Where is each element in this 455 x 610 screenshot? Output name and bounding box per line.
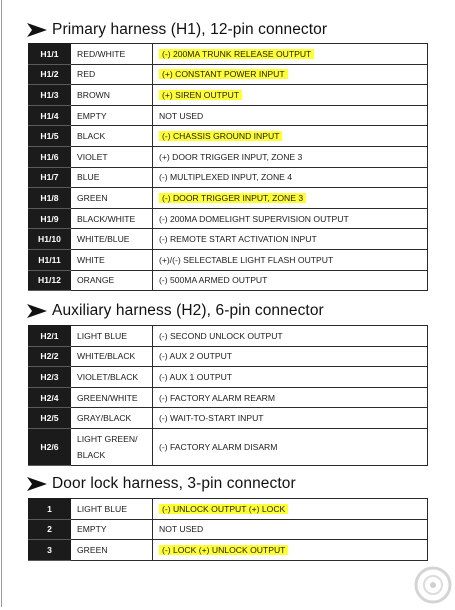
function-cell [153, 326, 428, 347]
wire-color-cell: EMPTY [71, 105, 153, 126]
table-row [29, 408, 428, 429]
function-cell [153, 408, 428, 429]
page-edge-line [1, 0, 2, 607]
function-text: (-) DOOR TRIGGER INPUT, ZONE 3 [159, 193, 306, 203]
function-cell [153, 146, 428, 167]
function-cell [153, 428, 428, 465]
table-row [29, 229, 428, 250]
section-title-primary-harness [27, 21, 327, 39]
pin-cell: H1/5 [29, 126, 71, 147]
wire-color-cell: WHITE/BLUE [71, 229, 153, 250]
arrowhead-icon [27, 23, 47, 37]
table-row [29, 367, 428, 388]
wire-color-cell: VIOLET [71, 146, 153, 167]
pin-cell: H2/6 [29, 428, 71, 465]
table-row [29, 105, 428, 126]
function-cell [153, 499, 428, 520]
pin-cell: H1/3 [29, 85, 71, 106]
function-text: (-) UNLOCK OUTPUT (+) LOCK [159, 504, 288, 514]
wire-color-cell: GREEN/WHITE [71, 387, 153, 408]
pin-cell: 3 [29, 540, 71, 561]
function-cell [153, 540, 428, 561]
function-cell [153, 85, 428, 106]
wire-color-cell: GREEN [71, 188, 153, 209]
pin-cell: 2 [29, 519, 71, 540]
pin-cell: H2/5 [29, 408, 71, 429]
table-row [29, 64, 428, 85]
arrowhead-icon [27, 304, 47, 318]
table-row [29, 188, 428, 209]
table-row [29, 540, 428, 561]
wire-color-cell: WHITE/BLACK [71, 346, 153, 367]
table-row [29, 326, 428, 347]
function-text: (-) FACTORY ALARM DISARM [159, 441, 278, 452]
pin-cell: H2/3 [29, 367, 71, 388]
pin-cell: H1/7 [29, 167, 71, 188]
function-cell [153, 44, 428, 65]
function-text: (+) DOOR TRIGGER INPUT, ZONE 3 [159, 151, 303, 162]
function-cell [153, 105, 428, 126]
function-cell [153, 126, 428, 147]
wire-color-cell: RED [71, 64, 153, 85]
pin-cell: H1/10 [29, 229, 71, 250]
pin-cell: H1/12 [29, 270, 71, 291]
function-cell [153, 270, 428, 291]
function-cell [153, 249, 428, 270]
table-row [29, 346, 428, 367]
function-text: NOT USED [159, 110, 204, 121]
wire-color-cell: LIGHT GREEN/ BLACK [71, 428, 153, 465]
pin-cell: H1/2 [29, 64, 71, 85]
function-cell [153, 519, 428, 540]
wire-color-cell: LIGHT BLUE [71, 326, 153, 347]
pin-cell: 1 [29, 499, 71, 520]
section-title-text: Primary harness (H1), 12-pin connector [52, 21, 328, 38]
function-text: (-) 500MA ARMED OUTPUT [159, 275, 268, 286]
arrowhead-icon [27, 477, 47, 491]
function-cell [153, 188, 428, 209]
function-text: (-) FACTORY ALARM REARM [159, 392, 276, 403]
wire-color-cell: BLACK/WHITE [71, 208, 153, 229]
table-row [29, 249, 428, 270]
table-row [29, 167, 428, 188]
table-row [29, 270, 428, 291]
function-text: (-) LOCK (+) UNLOCK OUTPUT [159, 545, 288, 555]
section-title-text: Auxiliary harness (H2), 6-pin connector [52, 302, 324, 319]
primary-harness-table [28, 43, 428, 291]
function-text: (-) WAIT-TO-START INPUT [159, 413, 264, 424]
wire-color-cell: GREEN [71, 540, 153, 561]
pin-cell: H2/4 [29, 387, 71, 408]
function-text: (-) 200MA TRUNK RELEASE OUTPUT [159, 49, 314, 59]
table-row [29, 85, 428, 106]
auxiliary-harness-table [28, 325, 428, 466]
pin-cell: H1/6 [29, 146, 71, 167]
wire-color-cell: WHITE [71, 249, 153, 270]
function-text: (-) SECOND UNLOCK OUTPUT [159, 330, 283, 341]
table-row [29, 387, 428, 408]
function-text: (+) CONSTANT POWER INPUT [159, 69, 288, 79]
wire-color-cell: BROWN [71, 85, 153, 106]
pin-cell: H1/11 [29, 249, 71, 270]
table-row [29, 428, 428, 465]
table-row [29, 146, 428, 167]
function-text: (-) MULTIPLEXED INPUT, ZONE 4 [159, 172, 293, 183]
function-cell [153, 208, 428, 229]
section-title-text: Door lock harness, 3-pin connector [52, 475, 296, 492]
table-row [29, 499, 428, 520]
door-lock-harness-table [28, 498, 428, 561]
pin-cell: H2/2 [29, 346, 71, 367]
pin-cell: H1/9 [29, 208, 71, 229]
function-cell [153, 387, 428, 408]
table-row [29, 44, 428, 65]
section-title-auxiliary-harness [27, 302, 324, 320]
wire-color-cell: BLUE [71, 167, 153, 188]
function-text: (-) AUX 2 OUTPUT [159, 351, 233, 362]
pin-cell: H1/4 [29, 105, 71, 126]
function-text: (-) 200MA DOMELIGHT SUPERVISION OUTPUT [159, 213, 349, 224]
table-row [29, 126, 428, 147]
wire-color-cell: LIGHT BLUE [71, 499, 153, 520]
wire-color-cell: VIOLET/BLACK [71, 367, 153, 388]
watermark-logo [397, 549, 453, 605]
wire-color-cell: BLACK [71, 126, 153, 147]
function-text: (-) AUX 1 OUTPUT [159, 371, 233, 382]
function-text: (-) CHASSIS GROUND INPUT [159, 131, 282, 141]
function-text: NOT USED [159, 524, 204, 535]
wire-color-cell: RED/WHITE [71, 44, 153, 65]
pin-cell: H1/1 [29, 44, 71, 65]
pin-cell: H1/8 [29, 188, 71, 209]
wire-color-cell: ORANGE [71, 270, 153, 291]
function-cell [153, 64, 428, 85]
section-title-door-lock-harness [27, 475, 296, 493]
function-text: (-) REMOTE START ACTIVATION INPUT [159, 234, 317, 245]
wire-color-cell: EMPTY [71, 519, 153, 540]
function-cell [153, 367, 428, 388]
function-cell [153, 229, 428, 250]
function-cell [153, 346, 428, 367]
function-text: (+) SIREN OUTPUT [159, 90, 242, 100]
wire-color-cell: GRAY/BLACK [71, 408, 153, 429]
function-cell [153, 167, 428, 188]
table-row [29, 519, 428, 540]
table-row [29, 208, 428, 229]
function-text: (+)/(-) SELECTABLE LIGHT FLASH OUTPUT [159, 254, 334, 265]
pin-cell: H2/1 [29, 326, 71, 347]
